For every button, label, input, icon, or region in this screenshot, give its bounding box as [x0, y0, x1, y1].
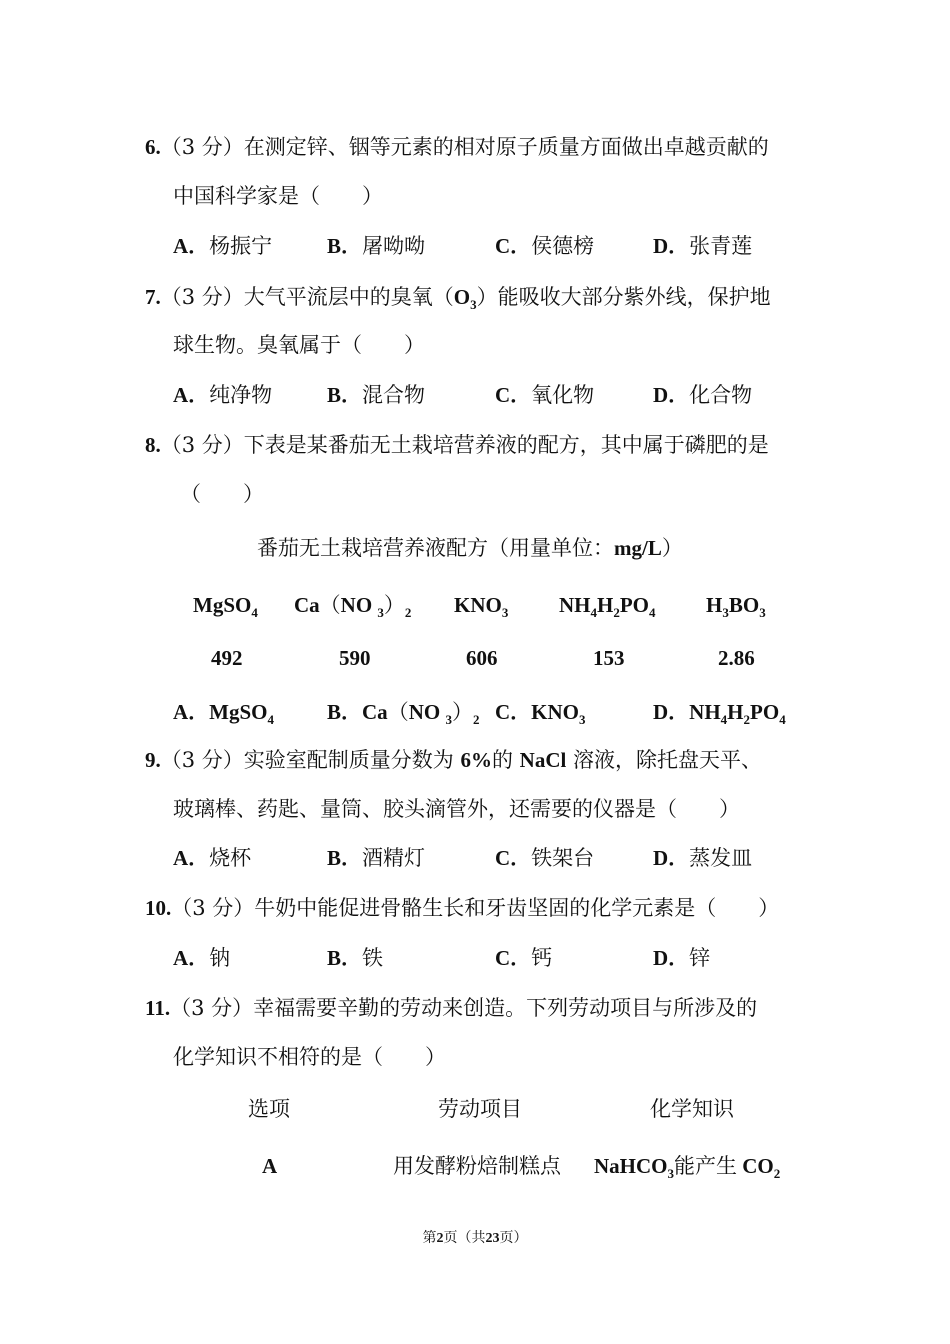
- question-8-line-2: （ ）: [180, 482, 264, 506]
- option-b: B．酒精灯: [327, 846, 426, 870]
- question-7-line-1: 7.（3 分）大气平流层中的臭氧$(O_3)$能吸收大部分紫外线，保护地: [145, 285, 771, 312]
- question-6-line-1: 6.（3 分）在测定锌、铟等元素的相对原子质量方面做出卓越贡献的: [145, 135, 769, 159]
- option-c: C．$KNO_3$: [495, 700, 586, 727]
- question-6-line-2: 中国科学家是（ ）: [173, 184, 383, 208]
- question-number: 9: [145, 748, 156, 772]
- table-header-knowledge: 化学知识: [650, 1097, 734, 1121]
- question-number: 10: [145, 896, 166, 920]
- option-c: C．氧化物: [495, 383, 595, 407]
- option-c: C．钙: [495, 946, 553, 970]
- option-b: B．屠呦呦: [327, 234, 426, 258]
- option-b: B．铁: [327, 946, 384, 970]
- option-a: A．MgSO$_4$: [173, 700, 275, 727]
- table-header-option: 选项: [248, 1097, 290, 1121]
- question-number: 8: [145, 433, 156, 457]
- table-title: 番茄无土栽培营养液配方（用量单位：mg/L）: [257, 536, 683, 560]
- value-h3bo3: 2.86: [718, 646, 755, 670]
- formula-nh4h2po4: $NH_4H_2PO_4$: [559, 593, 656, 620]
- value-mgso4: 492: [211, 646, 243, 670]
- option-a: A．烧杯: [173, 846, 252, 870]
- question-9-line-2: 玻璃棒、药匙、量筒、胶头滴管外，还需要的仪器是（ ）: [173, 797, 740, 821]
- question-score: （3 分）: [160, 135, 244, 159]
- page-footer: 第2页（共23页）: [422, 1230, 528, 1246]
- question-9-line-1: 9.（3 分）实验室配制质量分数为 6%的 NaCl 溶液，除托盘天平、: [145, 748, 763, 772]
- table-header-project: 劳动项目: [438, 1097, 522, 1121]
- question-8-line-1: 8.（3 分）下表是某番茄无土栽培营养液的配方，其中属于磷肥的是: [145, 433, 769, 457]
- formula-kno3: $KNO_3$: [454, 593, 509, 620]
- ozone-formula: $O_3$: [453, 285, 477, 312]
- option-d: D．锌: [653, 946, 711, 970]
- option-d: D．$NH_4H_2PO_4$: [653, 700, 786, 727]
- value-kno3: 606: [466, 646, 498, 670]
- option-d: D．蒸发皿: [653, 846, 753, 870]
- question-number: 7: [145, 285, 156, 309]
- option-c: C．铁架台: [495, 846, 595, 870]
- question-number: 6: [145, 135, 156, 159]
- option-a: A．杨振宁: [173, 234, 273, 258]
- question-number: 11: [145, 996, 165, 1020]
- formula-ca-no3-2: Ca（NO $_3)_2$: [294, 593, 412, 620]
- option-a: A．纯净物: [173, 383, 273, 407]
- table-row-a-option: A: [262, 1154, 278, 1178]
- question-text: 在测定锌、铟等元素的相对原子质量方面做出卓越贡献的: [243, 135, 769, 159]
- question-10-line-1: 10.（3 分）牛奶中能促进骨骼生长和牙齿坚固的化学元素是（ ）: [145, 896, 780, 920]
- option-a: A．钠: [173, 946, 231, 970]
- table-row-a-project: 用发酵粉焙制糕点: [393, 1154, 561, 1178]
- option-c: C．侯德榜: [495, 234, 595, 258]
- formula-mgso4: MgSO$_4$: [193, 593, 258, 620]
- question-11-line-2: 化学知识不相符的是（ ）: [173, 1045, 446, 1069]
- option-b: B．混合物: [327, 383, 426, 407]
- option-d: D．张青莲: [653, 234, 753, 258]
- option-d: D．化合物: [653, 383, 753, 407]
- value-nh4h2po4: 153: [593, 646, 625, 670]
- option-b: B．Ca（NO $_3)_2$: [327, 700, 480, 727]
- question-7-line-2: 球生物。臭氧属于（ ）: [173, 333, 425, 357]
- table-row-a-knowledge: NaHCO$_3$能产生 $CO_2$: [594, 1154, 781, 1181]
- value-ca-no3-2: 590: [339, 646, 371, 670]
- question-11-line-1: 11.（3 分）幸福需要辛勤的劳动来创造。下列劳动项目与所涉及的: [145, 996, 758, 1020]
- formula-h3bo3: $H_3BO_3$: [706, 593, 766, 620]
